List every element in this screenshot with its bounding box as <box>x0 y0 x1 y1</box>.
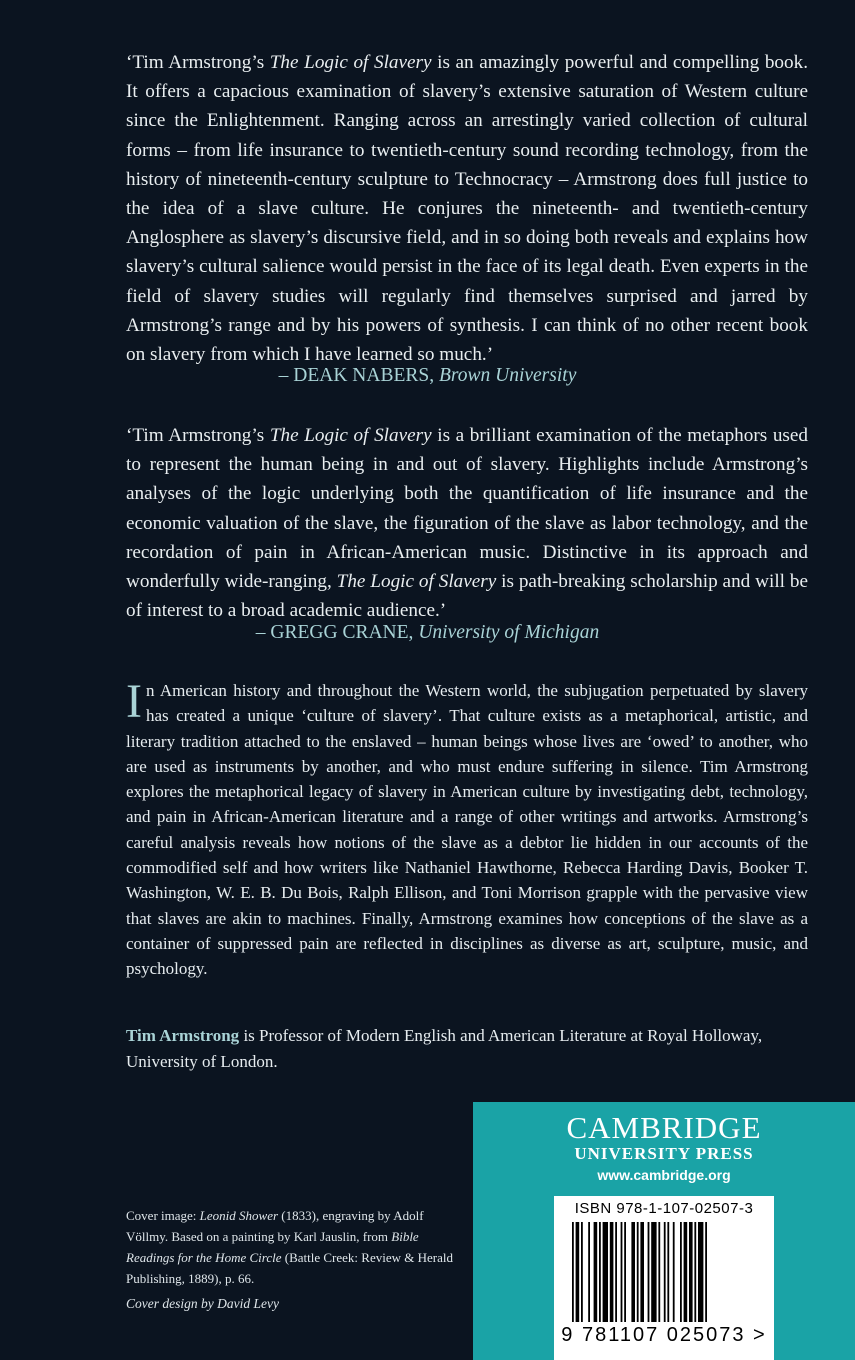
isbn-label: ISBN 978-1-107-02507-3 <box>574 1200 754 1217</box>
barcode-panel <box>554 1196 774 1360</box>
publisher-panel <box>473 1102 855 1360</box>
author-bio <box>126 1023 808 1075</box>
book-title: The Logic of Slavery <box>269 52 432 73</box>
review-text: ‘Tim Armstrong’s <box>126 52 270 73</box>
source-book-title: Bible Readings for the Home Circle <box>126 1229 419 1265</box>
publisher-press: UNIVERSITY PRESS <box>574 1144 754 1163</box>
book-title: The Logic of Slavery <box>269 425 432 446</box>
review-attribution-2 <box>0 622 855 644</box>
review-text: ‘Tim Armstrong’s <box>126 425 270 446</box>
book-title: The Logic of Slavery <box>336 571 497 593</box>
review-text: is a brilliant examination of the metaphors used to represent the human being in and out of slavery. Highlights include Armstrong’s analyses of the logic underlying both the quantification of life insurance and the economic valuation of the slave, the figuration of the slave as labor technology, and the recordation of pain in African-American music. Distinctive in its approach and wonderfully wide-ranging, <box>126 425 808 593</box>
cover-image-credit <box>126 1205 466 1289</box>
reviewer-institution: Brown University <box>438 365 577 386</box>
cover-design-credit: Cover design by David Levy <box>126 1296 279 1311</box>
reviewer-name: – GREGG CRANE, <box>255 622 419 643</box>
review-text: is path-breaking scholarship and will be of interest to a broad academic audience.’ <box>126 571 808 622</box>
review-attribution-1 <box>0 365 855 387</box>
description-text: n American history and throughout the Western world, the subjugation perpetuated by slavery has created a unique ‘culture of slavery’. That culture exists as a metaphorical, artistic, and literary tradition attached to the enslaved – human beings whose lives are ‘owed’ to another, who are used as instruments by another, and who must endure suffering in silence. Tim Armstrong explores the metaphorical legacy of slavery in American culture by investigating debt, technology, and pain in African-American literature and a range of other writings and artworks. Armstrong’s careful analysis reveals how notions of the slave as a debtor lie hidden in our accounts of the commodified self and how writers like Nathaniel Hawthorne, Rebecca Harding Davis, Booker T. Washington, W. E. B. Du Bois, Ralph Ellison, and Toni Morrison grapple with the pervasive view that slaves are akin to machines. Finally, Armstrong examines how conceptions of the slave as a container of suppressed pain are reflected in disciplines as diverse as art, sculpture, music, and psychology. <box>126 681 808 979</box>
review-quote-2 <box>126 421 808 625</box>
artwork-title: Leonid Shower <box>199 1208 279 1223</box>
review-text: is an amazingly powerful and compelling book. It offers a capacious examination of slavery’s extensive saturation of Western culture since the Enlightenment. Ranging across an arrestingly varied collection of cultural forms – from life insurance to twentieth-century sound recording technology, from the history of nineteenth-century sculpture to Technocracy – Armstrong does full justice to the idea of a slave culture. He conjures the nineteenth- and twentieth-century Anglosphere as slavery’s discursive field, and in so doing both reveals and explains how slavery’s cultural salience would persist in the face of its legal death. Even experts in the field of slavery studies will regularly find themselves surprised and jarred by Armstrong’s range and by his powers of synthesis. I can think of no other recent book on slavery from which I have learned so much.’ <box>126 52 808 366</box>
barcode-digits: 9 781107 025073 > <box>561 1324 767 1346</box>
review-quote-1 <box>126 48 808 369</box>
bio-text: is Professor of Modern English and American Literature at Royal Holloway, University of London. <box>126 1026 763 1071</box>
drop-cap: I <box>126 675 142 728</box>
credit-text: (1833), engraving by Adolf Völlmy. Based on a painting by Karl Jauslin, from <box>126 1208 424 1244</box>
credit-text: (Battle Creek: Review & Herald Publishing, 1889), p. 66. <box>126 1250 453 1286</box>
reviewer-name: – DEAK NABERS, <box>278 365 439 386</box>
reviewer-institution: University of Michigan <box>418 622 600 643</box>
publisher-name: CAMBRIDGE <box>566 1110 762 1145</box>
author-name: Tim Armstrong <box>126 1026 240 1045</box>
credit-text: Cover image: <box>126 1208 200 1223</box>
book-description <box>126 675 808 982</box>
barcode-icon <box>562 1222 766 1324</box>
publisher-website: www.cambridge.org <box>597 1167 731 1183</box>
